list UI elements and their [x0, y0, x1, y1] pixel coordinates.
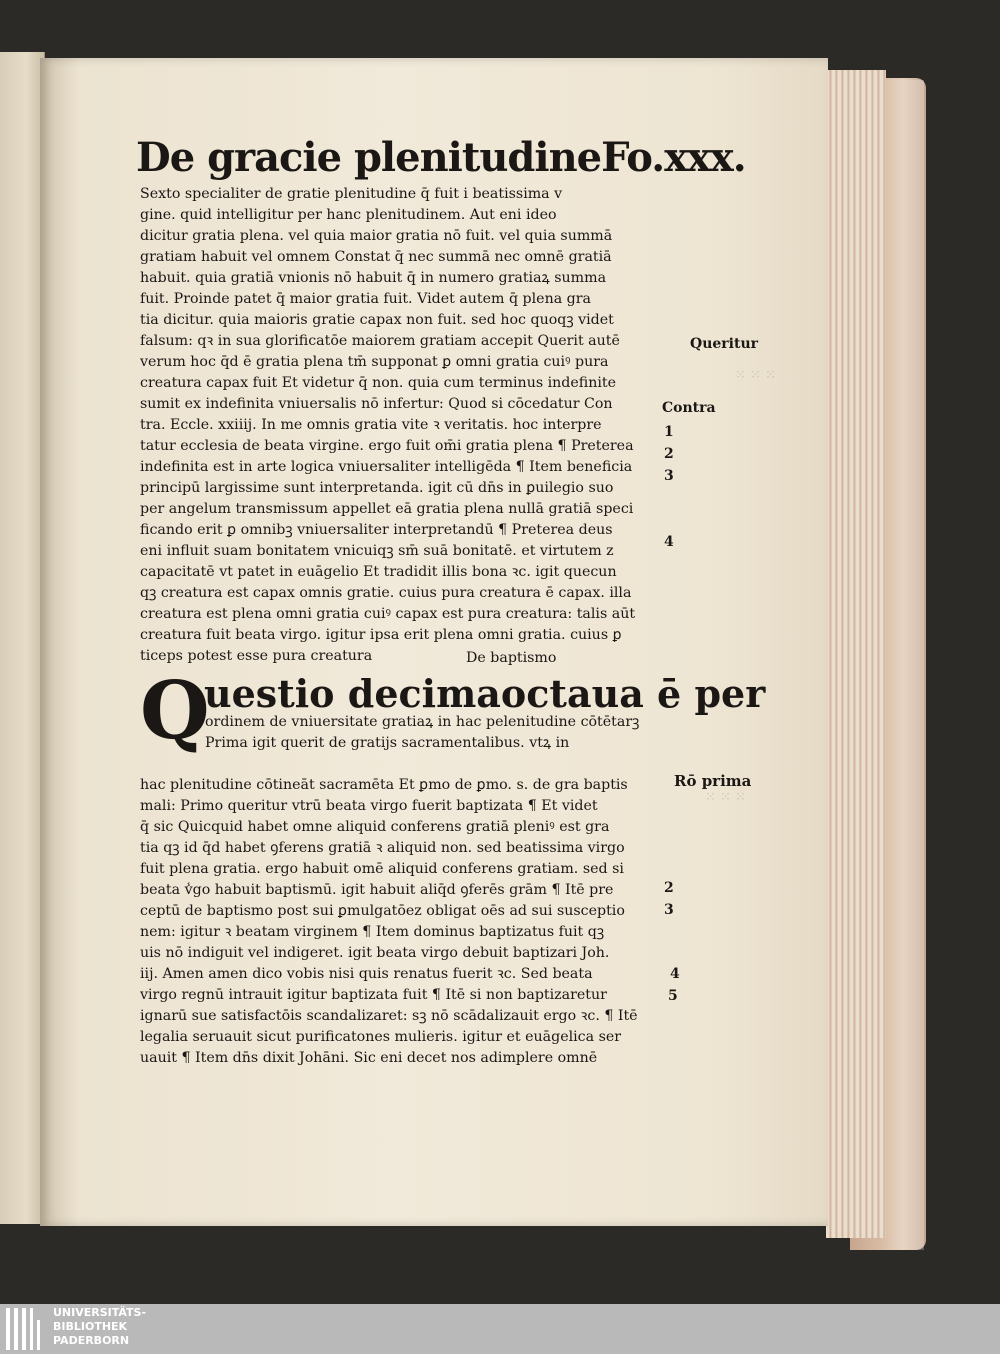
- section1-text: [140, 184, 660, 667]
- library-footer: [0, 1304, 1000, 1354]
- text-line: falsum: qꝛ in sua glorificatōe maiorem gratiam accepit Querit autē: [140, 333, 620, 349]
- question-text: [140, 775, 660, 1069]
- folio-number: Fo.xxx.: [601, 134, 746, 181]
- text-line: tra. Eccle. xxiiij. In me omnis gratia vite ꝛ veritatis. hoc interpre: [140, 417, 602, 433]
- text-line: mali: Primo queritur vtrū beata virgo fuerit baptizata ¶ Et videt: [140, 798, 598, 814]
- text-line: uauit ¶ Item dn̄s dixit Johāni. Sic eni decet nos adimplere omnē: [140, 1050, 598, 1066]
- text-line: habuit. quia gratiā vnionis nō habuit q̄ in numero gratiaꝝ summa: [140, 270, 607, 286]
- library-name-line: PADERBORN: [53, 1334, 130, 1347]
- text-line: creatura fuit beata virgo. igitur ipsa erit plena omni gratia. cuius ꝑ: [140, 627, 622, 643]
- text-line: Sexto specialiter de gratie plenitudine q̄ fuit i beatissima v: [140, 186, 563, 202]
- text-line: uis nō indiguit vel indigeret. igit beata virgo debuit baptizari Joh.: [140, 945, 610, 961]
- margin-number: 4: [670, 966, 680, 982]
- subheading-de-baptismo: De baptismo: [466, 650, 557, 666]
- text-line: ordinem de vniuersitate gratiaꝝ in hac pelenitudine cōtē: [205, 714, 612, 730]
- margin-number: 1: [664, 424, 674, 440]
- text-line: verum hoc q̄d ē gratia plena tm̄ supponat ꝑ omni gratia cuiꝰ pura: [140, 354, 609, 370]
- text-line: hac plenitudine cōtineāt sacramēta Et ꝑmo de ꝑmo. s. de gra baptis: [140, 777, 628, 793]
- page-edges: [826, 70, 886, 1238]
- margin-note-queritur: Queritur: [690, 336, 758, 352]
- text-line: virgo regnū intrauit igitur baptizata fuit ¶ Itē si non baptizaretur: [140, 987, 607, 1003]
- text-line: principū largissime sunt interpretanda. igit cū dn̄s in ꝑuilegio suo: [140, 480, 614, 496]
- cover-highlight: [884, 80, 924, 1250]
- dropcap-letter: Q: [140, 663, 210, 757]
- text-line: gine. quid intelligitur per hanc plenitudinem. Aut eni ideo: [140, 207, 557, 223]
- text-line: ignarū sue satisfactōis scandalizaret: sꝫ nō scādalizauit ergo ꝛc. ¶ Itē: [140, 1008, 638, 1024]
- text-line: indefinita est in arte logica vniuersaliter intelligēda ¶ Item beneficia: [140, 459, 633, 475]
- left-page-edge: [0, 52, 45, 1224]
- text-line: ticeps potest esse pura creatura: [140, 648, 373, 664]
- margin-number: 2: [664, 446, 674, 462]
- text-line: tia qꝫ id q̄d habet ꝯferens gratiā ꝛ aliquid non. sed beatissima virgo: [140, 840, 625, 856]
- text-line: tarꝫ Prima igit querit de gratijs sacramentalibus. vtꝝ in: [205, 714, 640, 751]
- text-line: tia dicitur. quia maioris gratie capax non fuit. sed hoc quoqꝫ videt: [140, 312, 614, 328]
- margin-note-ro-prima: Rō prima: [674, 772, 752, 790]
- text-line: q̄ sic Quicquid habet omne aliquid conferens gratiā pleniꝰ est gra: [140, 819, 610, 835]
- text-line: iij. Amen amen dico vobis nisi quis renatus fuerit ꝛc. Sed beata: [140, 966, 593, 982]
- margin-number: 4: [664, 534, 674, 550]
- margin-note-contra: Contra: [662, 400, 716, 416]
- text-line: ficando erit ꝑ omnibꝫ vniuersaliter interpretandū ¶ Preterea deus: [140, 522, 613, 538]
- text-line: nem: igitur ꝛ beatam virginem ¶ Item dominus baptizatus fuit qꝫ: [140, 924, 605, 940]
- running-header: [136, 134, 746, 182]
- text-line: gratiam habuit vel omnem Constat q̄ nec summā nec omnē gratiā: [140, 249, 612, 265]
- text-line: capacitatē vt patet in euāgelio Et tradidit illis bona ꝛc. igit quecun: [140, 564, 617, 580]
- text-line: beata v̾go habuit baptismū. igit habuit aliq̄d ꝯferēs grām ¶ Itē pre: [140, 882, 614, 898]
- margin-number: 5: [668, 988, 678, 1004]
- text-line: fuit plena gratia. ergo habuit omē aliquid conferens gratiam. sed si: [140, 861, 624, 877]
- show-through-text: ⁙ ⁙ ⁙: [705, 790, 746, 805]
- text-line: eni influit suam bonitatem vnicuiqꝫ sm̄ suā bonitatē. et virtutem z: [140, 543, 614, 559]
- library-name-line: BIBLIOTHEK: [53, 1320, 128, 1333]
- header-title: De gracie plenitudine: [136, 134, 602, 181]
- library-name-line: UNIVERSITÄTS-: [53, 1306, 147, 1319]
- text-line: legalia seruauit sicut purificatones mulieris. igitur et euāgelica ser: [140, 1029, 622, 1045]
- margin-number: 3: [664, 902, 674, 918]
- question-indented-text: [205, 712, 661, 754]
- library-name: [53, 1306, 146, 1348]
- margin-number: 2: [664, 880, 674, 896]
- text-line: tatur ecclesia de beata virgine. ergo fuit om̄i gratia plena ¶ Preterea: [140, 438, 634, 454]
- text-line: per angelum transmissum appellet eā gratia plena nullā gratiā speci: [140, 501, 634, 517]
- text-line: ceptū de baptismo post sui ꝑmulgatōez obligat oēs ad sui susceptio: [140, 903, 625, 919]
- show-through-text: ⁙ ⁙ ⁙: [735, 368, 776, 383]
- question-title: uestio decimaoctaua ē per: [204, 671, 766, 716]
- text-line: qꝫ creatura est capax omnis gratie. cuius pura creatura ē capax. illa: [140, 585, 632, 601]
- text-line: dicitur gratia plena. vel quia maior gratia nō fuit. vel quia summā: [140, 228, 613, 244]
- text-line: creatura capax fuit Et videtur q̄ non. quia cum terminus indefinite: [140, 375, 617, 391]
- text-line: fuit. Proinde patet q̄ maior gratia fuit. Videt autem q̄ plena gra: [140, 291, 591, 307]
- margin-number: 3: [664, 468, 674, 484]
- text-line: creatura est plena omni gratia cuiꝰ capax est pura creatura: talis aūt: [140, 606, 636, 622]
- text-line: sumit ex indefinita vniuersalis nō infertur: Quod si cōcedatur Con: [140, 396, 613, 412]
